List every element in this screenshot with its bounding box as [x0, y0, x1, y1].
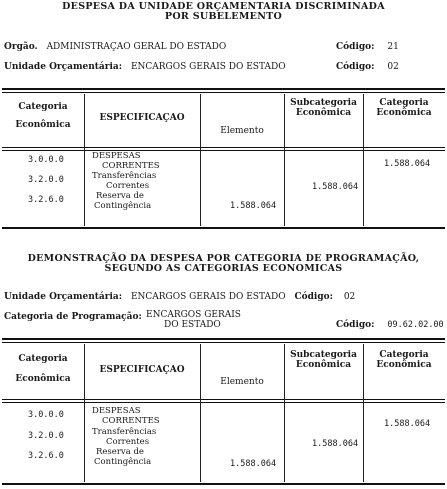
header-especificacao: ESPECIFICAÇAO	[99, 365, 185, 375]
header-elemento: Elemento	[220, 377, 264, 387]
orgao-value: ADMINISTRAÇAO GERAL DO ESTADO	[46, 42, 227, 52]
unidade-codigo: 02	[387, 62, 399, 72]
codigo-label: Código:	[336, 62, 375, 72]
row-spec: Transferências Correntes	[92, 171, 157, 191]
table2-header-rule	[2, 399, 445, 400]
codigo-label: Código:	[294, 292, 333, 302]
section1-title-line2: POR SUBELEMENTO	[164, 11, 283, 22]
unidade-codigo: 02	[343, 292, 356, 302]
row-spec: DESPESAS CORRENTES	[92, 406, 160, 426]
unidade-label: Unidade Orçamentária:	[4, 62, 123, 72]
elemento-value: 1.588.064	[230, 459, 277, 469]
header-categoria-economica: Categoria Econômica	[376, 350, 432, 370]
programacao-value: ENCARGOS GERAIS DO ESTADO	[146, 310, 241, 330]
section2-title-line1: DEMONSTRAÇÃO DA DESPESA POR CATEGORIA DE PROGRAMAÇÃO,	[27, 253, 420, 264]
row-code: 3.2.6.0	[28, 195, 64, 205]
unidade-row	[4, 62, 286, 72]
table2-header-rule-thin	[2, 402, 445, 403]
table1-divider	[200, 94, 201, 226]
header-subcategoria: Subcategoria Econômica	[290, 350, 357, 370]
table2-bottom-rule	[2, 483, 445, 485]
elemento-value: 1.588.064	[230, 201, 277, 211]
table1-header-rule-thin	[2, 150, 445, 151]
section1-title-line1: DESPESA DA UNIDADE ORÇAMENTARIA DISCRIMINADA	[62, 1, 385, 12]
row-code: 3.2.6.0	[28, 451, 64, 461]
table2-top-rule	[2, 338, 445, 340]
programacao-label: Categoria de Programação:	[4, 312, 142, 322]
header-categoria: Categoria Econômica	[15, 102, 71, 130]
header-subcategoria: Subcategoria Econômica	[290, 98, 357, 118]
table2-divider	[200, 344, 201, 482]
unidade-label: Unidade Orçamentária:	[4, 292, 123, 302]
programacao-row	[4, 312, 142, 322]
row-spec: Reserva de Contingência	[94, 191, 152, 211]
row-code: 3.2.0.0	[28, 431, 64, 441]
categoria-value: 1.588.064	[384, 419, 431, 429]
orgao-codigo: 21	[387, 42, 399, 52]
categoria-value: 1.588.064	[384, 159, 431, 169]
header-especificacao: ESPECIFICAÇAO	[99, 113, 185, 123]
header-elemento: Elemento	[220, 126, 264, 136]
table1-top-rule-thin	[2, 92, 445, 93]
orgao-label: Orgão.	[4, 42, 38, 52]
subcategoria-value: 1.588.064	[312, 182, 359, 192]
row-code: 3.2.0.0	[28, 175, 64, 185]
orgao-codigo-row	[336, 42, 399, 52]
table1-header-rule	[2, 147, 445, 148]
unidade-value: ENCARGOS GERAIS DO ESTADO	[130, 62, 286, 72]
table2-top-rule-thin	[2, 342, 445, 343]
row-spec: DESPESAS CORRENTES	[92, 151, 160, 171]
table1-bottom-rule	[2, 227, 445, 229]
row-code: 3.0.0.0	[28, 155, 64, 165]
table1-top-rule	[2, 88, 445, 90]
section2-title-line2: SEGUNDO AS CATEGORIAS ECONOMICAS	[104, 263, 343, 274]
orgao-row	[4, 42, 226, 52]
programacao-codigo: 09.62.02.00	[387, 320, 444, 330]
row-code: 3.0.0.0	[28, 410, 64, 420]
row-spec: Reserva de Contingência	[94, 447, 152, 467]
codigo-label: Código:	[336, 320, 375, 330]
programacao-codigo-row	[336, 320, 444, 330]
unidade-value: ENCARGOS GERAIS DO ESTADO	[130, 292, 286, 302]
header-categoria: Categoria Econômica	[15, 354, 71, 384]
unidade-row	[4, 292, 355, 302]
subcategoria-value: 1.588.064	[312, 439, 359, 449]
unidade-codigo-row	[336, 62, 399, 72]
codigo-label: Código:	[336, 42, 375, 52]
row-spec: Transferências Correntes	[92, 427, 157, 447]
header-categoria-economica: Categoria Econômica	[376, 98, 432, 118]
